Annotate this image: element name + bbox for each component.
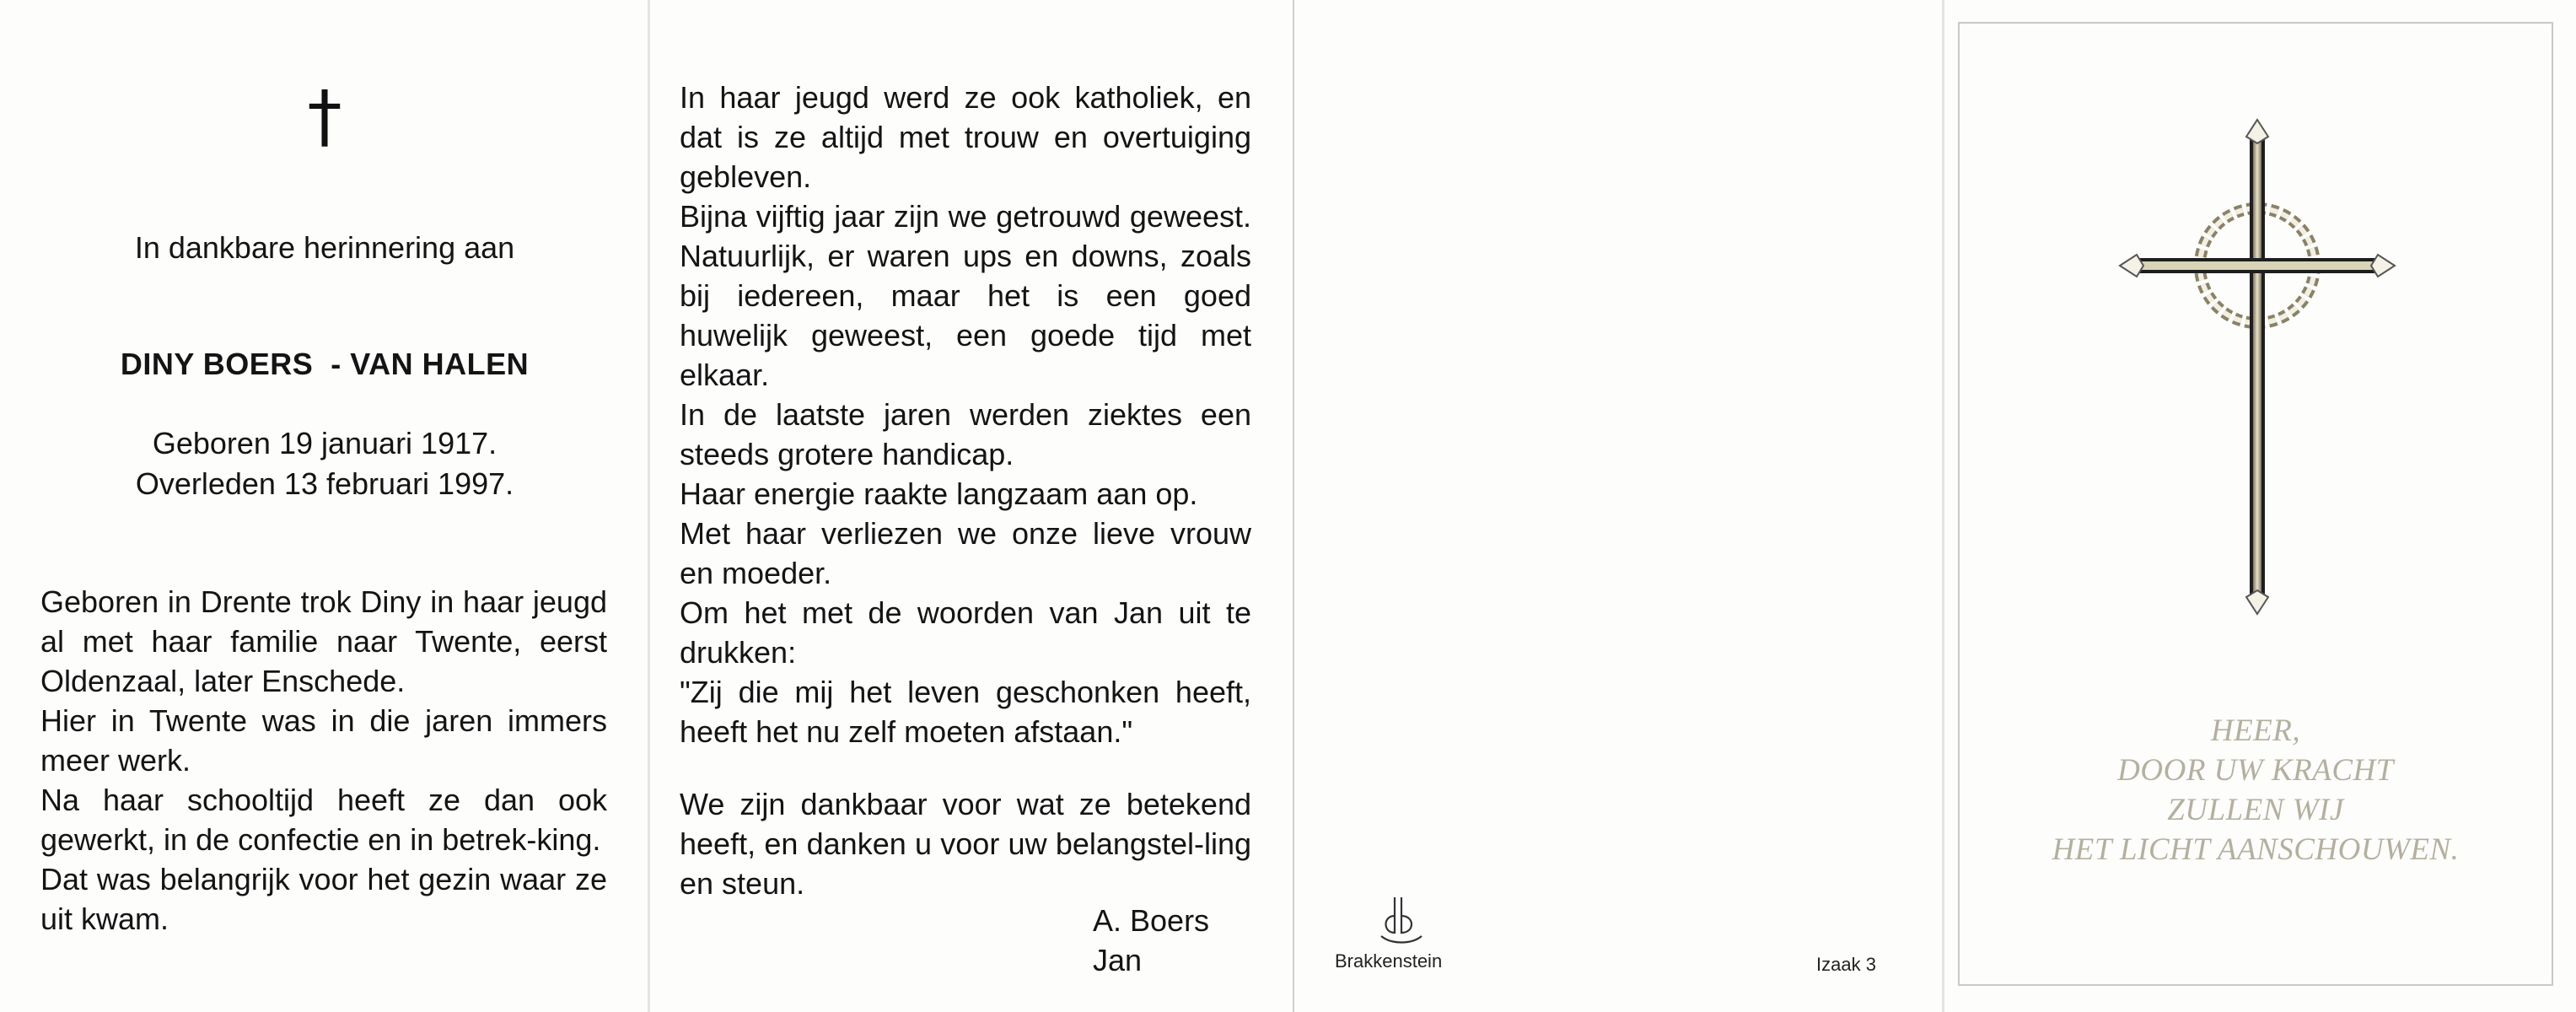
birth-date: Geboren 19 januari 1917. — [152, 426, 497, 460]
back-cover-page — [1294, 0, 1944, 1012]
bible-verse — [1958, 711, 2553, 869]
publisher-name: Brakkenstein — [1335, 950, 1443, 972]
fold-line — [648, 0, 650, 1012]
memorial-paragraph: In de laatste jaren werden ziektes een steeds grotere handicap. — [680, 397, 1251, 471]
card-edge-line — [1293, 0, 1294, 1012]
signature-line: A. Boers — [1093, 903, 1210, 938]
closing-text — [680, 784, 1251, 903]
card-code: Izaak 3 — [1816, 954, 1876, 975]
verse-line: ZULLEN WIJ — [2167, 793, 2344, 827]
biography-paragraph: Hier in Twente was in die jaren immers meer werk. — [40, 703, 607, 778]
biography-text — [40, 582, 607, 939]
biography-paragraph: Geboren in Drente trok Diny in haar jeugd al met haar familie naar Twente, eerst Oldenzaal, later Enschede. — [40, 584, 607, 698]
deceased-name: DINY BOERS - VAN HALEN — [120, 347, 530, 381]
memorial-paragraph: "Zij die mij het leven geschonken heeft, heeft het nu zelf moeten afstaan." — [680, 675, 1251, 749]
signature — [1093, 901, 1209, 980]
memory-line: In dankbare herinnering aan — [134, 230, 515, 265]
signature-line: Jan — [1093, 943, 1143, 977]
memorial-paragraph: Met haar verliezen we onze lieve vrouw en moeder. — [680, 516, 1251, 590]
closing-paragraph: We zijn dankbaar voor wat ze betekend heeft, en danken u voor uw belangstel-ling en steun. — [680, 787, 1251, 901]
wreathed-cross-icon — [2118, 118, 2396, 616]
memorial-paragraph: In haar jeugd werd ze ook katholiek, en dat is ze altijd met trouw en overtuiging gebleven. — [680, 80, 1251, 194]
verse-line: HET LICHT AANSCHOUWEN. — [2052, 832, 2460, 867]
verse-line: HEER, — [2210, 713, 2301, 748]
cross-icon: † — [307, 77, 342, 157]
biography-paragraph: Na haar schooltijd heeft ze dan ook gewerkt, in de confectie en in betrek-king. — [40, 783, 607, 857]
memorial-paragraph: Bijna vijftig jaar zijn we getrouwd geweest. Natuurlijk, er waren ups en downs, zoals bij iedereen, maar het is een goed huwelijk geweest, een goede tijd met elkaar. — [680, 199, 1251, 392]
memorial-paragraph: Om het met de woorden van Jan uit te drukken: — [680, 595, 1251, 670]
biography-paragraph: Dat was belangrijk voor het gezin waar ze uit kwam. — [40, 862, 607, 936]
fold-line — [1942, 0, 1944, 1012]
death-date: Overleden 13 februari 1997. — [135, 466, 514, 501]
life-dates — [0, 423, 649, 504]
verse-line: DOOR UW KRACHT — [2117, 753, 2394, 788]
memorial-paragraph: Haar energie raakte langzaam aan op. — [680, 476, 1198, 511]
brakkenstein-logo-icon — [1376, 894, 1427, 946]
memorial-text — [680, 78, 1251, 751]
